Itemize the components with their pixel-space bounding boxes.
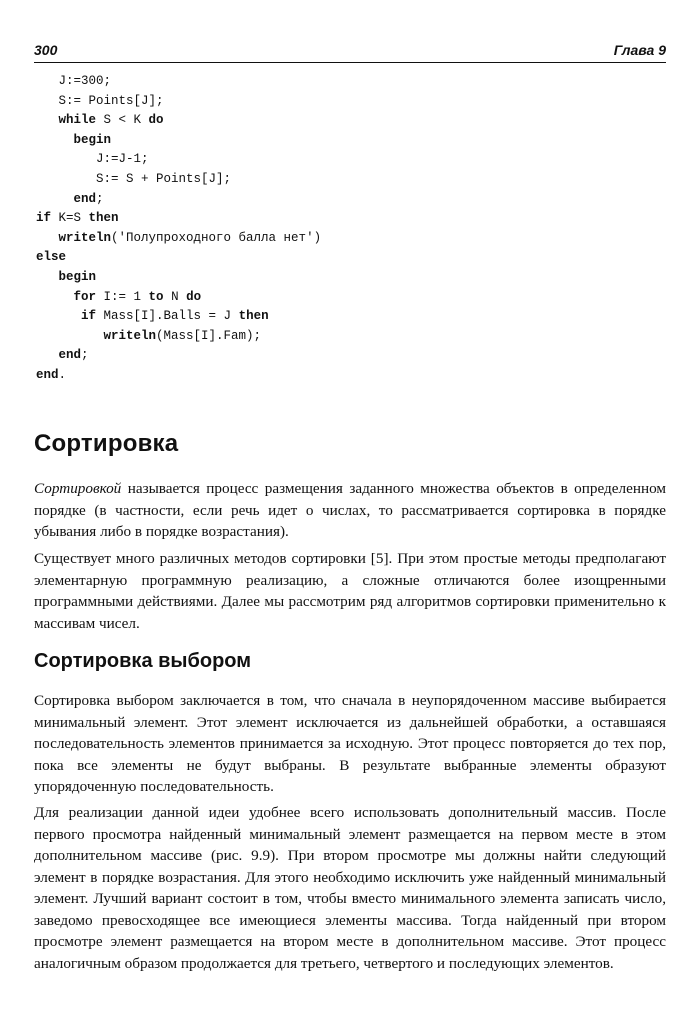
code-keyword: then	[238, 309, 269, 324]
page-header	[34, 40, 666, 63]
section-paragraph-1-text: называется процесс размещения заданного множества объектов в определенном порядке (в частности, если речь идет о числах, то рассматривается сортировка в порядке убывания либо в порядке возрастания).	[34, 480, 666, 540]
code-keyword: do	[186, 289, 202, 304]
subsection-title: Сортировка выбором	[34, 650, 252, 672]
code-keyword: writeln	[58, 230, 112, 245]
section-paragraph-1	[34, 478, 666, 543]
code-line	[36, 366, 636, 386]
section-paragraph-2: Существует много различных методов сортировки [5]. При этом простые методы предполагают элементарную программную реализацию, а сложные отличаются более изощренными программными действиями. Далее мы рассмотрим ряд алгоритмов сортировки применительно к массивам чисел.	[34, 550, 666, 632]
code-keyword: else	[36, 250, 67, 265]
code-line	[36, 268, 636, 288]
code-keyword: if	[36, 211, 52, 226]
code-text: N	[163, 289, 187, 304]
code-listing	[36, 72, 636, 386]
code-line	[36, 248, 636, 268]
code-line	[36, 111, 636, 131]
code-keyword: do	[148, 113, 164, 128]
code-line	[36, 307, 636, 327]
code-line	[36, 150, 636, 170]
code-line	[36, 327, 636, 347]
code-keyword: begin	[73, 132, 112, 147]
code-text: (Mass[I].Fam);	[156, 328, 262, 343]
code-keyword: begin	[58, 269, 97, 284]
subsection-paragraph-2: Для реализации данной идеи удобнее всего использовать дополнительный массив. После первого просмотра найденный минимальный элемент размещается на первом месте в этом дополнительном массиве (рис. 9.9). При втором просмотре мы должны найти следующий элемент в порядке возрастания. Для этого необходимо исключить уже найденный минимальный элемент. Лучший вариант состоит в том, чтобы вместо минимального элемента записать число, заведомо превосходящее все имеющиеся элементы массива. Тогда найденный при втором просмотре элемент размещается на втором месте в дополнительном массиве. Этот процесс аналогичным образом продолжается для третьего, четвертого и последующих элементов.	[34, 804, 666, 972]
code-line	[36, 229, 636, 249]
code-line	[36, 190, 636, 210]
code-text: J:=J-1;	[96, 152, 149, 167]
code-line	[36, 170, 636, 190]
code-keyword: then	[88, 211, 119, 226]
code-text: ;	[81, 348, 89, 363]
chapter-title: Глава 9	[613, 42, 666, 58]
code-keyword: if	[81, 309, 97, 324]
code-text: K=S	[51, 211, 89, 226]
code-text: J:=300;	[58, 74, 112, 88]
code-text: ;	[96, 191, 104, 206]
code-line	[36, 209, 636, 229]
subsection-paragraph-1: Сортировка выбором заключается в том, что сначала в неупорядоченном массиве выбирается минимальный элемент. Этот элемент исключается из дальнейшей обработки, а оставшаяся последовательность элементов принимается за исходную. Этот процесс повторяется до тех пор, пока все элементы не будут выбраны. В результате выбранные элементы образуют упорядоченную последовательность.	[34, 692, 666, 795]
code-line	[36, 288, 636, 308]
defined-term: Сортировкой	[34, 480, 122, 497]
code-line	[36, 131, 636, 151]
code-keyword: while	[58, 113, 97, 128]
code-line	[36, 92, 636, 112]
code-text: Mass[I].Balls = J	[96, 309, 239, 324]
section-title: Сортировка	[34, 430, 179, 457]
code-text: I:= 1	[96, 289, 149, 304]
code-keyword: writeln	[103, 328, 157, 343]
code-keyword: end	[73, 191, 97, 206]
code-text: S < K	[96, 113, 149, 128]
code-text: ('Полупроходного балла нет')	[111, 230, 322, 245]
code-keyword: end	[58, 348, 82, 363]
code-text: S:= Points[J];	[58, 93, 164, 108]
code-line	[36, 346, 636, 366]
code-line	[36, 72, 636, 92]
code-keyword: for	[73, 289, 97, 304]
code-keyword: to	[148, 289, 164, 304]
code-text: .	[58, 367, 67, 382]
page-number: 300	[34, 42, 58, 58]
code-keyword: end	[36, 367, 59, 382]
code-text: S:= S + Points[J];	[96, 171, 232, 186]
